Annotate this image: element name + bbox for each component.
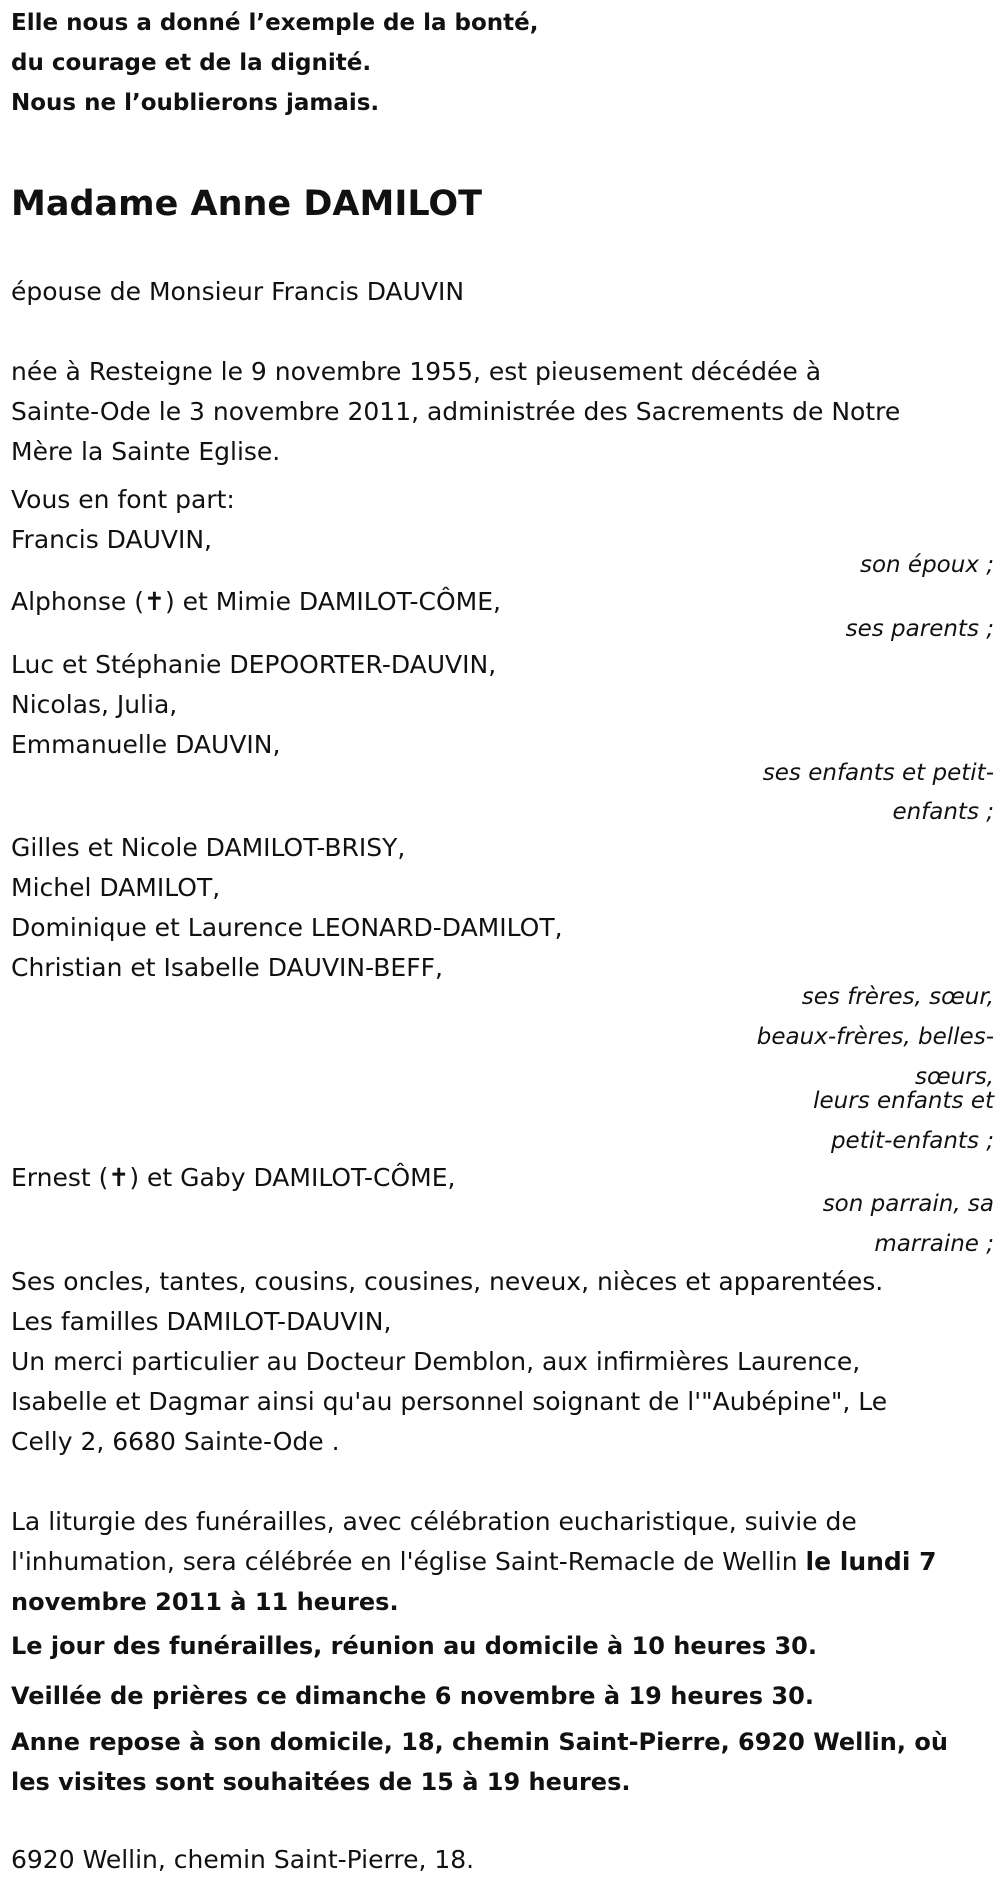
family-name: Alphonse (✝) et Mimie DAMILOT-CÔME,: [11, 587, 501, 616]
funeral-time: novembre 2011 à 11 heures.: [11, 1588, 399, 1616]
liturgy-line: La liturgie des funérailles, avec célébration eucharistique, suivie de: [11, 1507, 857, 1536]
spouse-line: épouse de Monsieur Francis DAUVIN: [11, 277, 465, 306]
relation-label: leurs enfants et: [813, 1088, 994, 1114]
relation-label: ses parents ;: [845, 616, 994, 642]
bio-line: née à Resteigne le 9 novembre 1955, est pieusement décédée à: [11, 357, 822, 386]
closing-line: Celly 2, 6680 Sainte-Ode .: [11, 1427, 340, 1456]
address: 6920 Wellin, chemin Saint-Pierre, 18.: [11, 1845, 475, 1874]
relation-label: son époux ;: [859, 552, 994, 578]
family-name: Ernest (✝) et Gaby DAMILOT-CÔME,: [11, 1163, 456, 1192]
relation-label: sœurs,: [915, 1064, 994, 1090]
closing-line: Isabelle et Dagmar ainsi qu'au personnel soignant de l'"Aubépine", Le: [11, 1387, 888, 1416]
relation-label: petit-enfants ;: [830, 1128, 994, 1154]
family-name: Francis DAUVIN,: [11, 525, 213, 554]
liturgy-paragraph: [11, 1502, 986, 1622]
bio-paragraph: [11, 352, 986, 472]
family-name: Michel DAMILOT,: [11, 873, 221, 902]
liturgy-text: l'inhumation, sera célébrée en l'église Saint-Remacle de Wellin: [11, 1547, 806, 1576]
visits-paragraph: [11, 1722, 986, 1802]
announcement-intro: Vous en font part:: [11, 485, 235, 514]
relation-label: son parrain, sa: [822, 1191, 994, 1217]
relation-label: ses enfants et petit-: [762, 760, 994, 786]
family-name: Nicolas, Julia,: [11, 690, 178, 719]
vigil-notice: Veillée de prières ce dimanche 6 novembre à 19 heures 30.: [11, 1682, 814, 1710]
deceased-name: Madame Anne DAMILOT: [11, 184, 483, 224]
relation-label: ses frères, sœur,: [801, 984, 994, 1010]
closing-line: Les familles DAMILOT-DAUVIN,: [11, 1307, 392, 1336]
funeral-date: le lundi 7: [805, 1547, 937, 1576]
closing-line: Ses oncles, tantes, cousins, cousines, neveux, nièces et apparentées.: [11, 1267, 884, 1296]
relation-label: marraine ;: [874, 1231, 994, 1257]
relation-label: enfants ;: [892, 799, 994, 825]
epitaph-line-1: Elle nous a donné l’exemple de la bonté,: [11, 10, 539, 36]
family-name: Emmanuelle DAUVIN,: [11, 730, 281, 759]
family-name: Christian et Isabelle DAUVIN-BEFF,: [11, 953, 443, 982]
closing-line: Un merci particulier au Docteur Demblon, aux infirmières Laurence,: [11, 1347, 861, 1376]
epitaph-line-2: du courage et de la dignité.: [11, 50, 372, 76]
relation-label: beaux-frères, belles-: [756, 1024, 994, 1050]
epitaph-line-3: Nous ne l’oublierons jamais.: [11, 90, 380, 116]
visits-line: les visites sont souhaitées de 15 à 19 heures.: [11, 1768, 631, 1796]
family-name: Gilles et Nicole DAMILOT-BRISY,: [11, 833, 406, 862]
visits-line: Anne repose à son domicile, 18, chemin Saint-Pierre, 6920 Wellin, où: [11, 1728, 948, 1756]
bio-line: Mère la Sainte Eglise.: [11, 437, 281, 466]
bio-line: Sainte-Ode le 3 novembre 2011, administrée des Sacrements de Notre: [11, 397, 901, 426]
family-name: Luc et Stéphanie DEPOORTER-DAUVIN,: [11, 650, 497, 679]
family-name: Dominique et Laurence LEONARD-DAMILOT,: [11, 913, 563, 942]
liturgy-line: [11, 1542, 986, 1582]
reunion-notice: Le jour des funérailles, réunion au domicile à 10 heures 30.: [11, 1632, 817, 1660]
closing-paragraph: [11, 1262, 986, 1462]
